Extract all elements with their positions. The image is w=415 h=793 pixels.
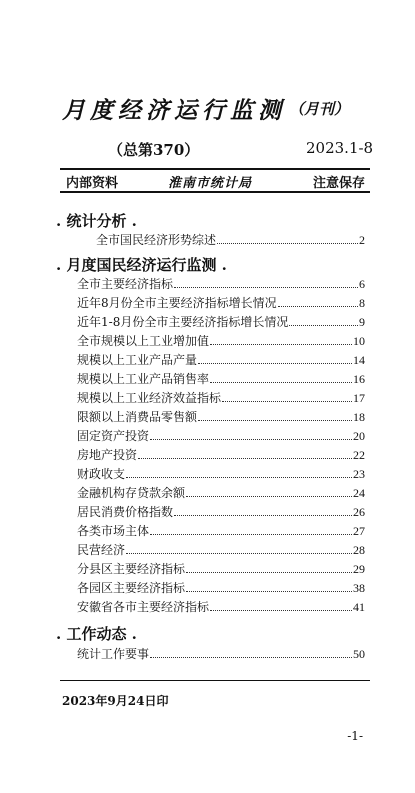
page-number: -1-: [347, 729, 363, 743]
toc-entry-label: 居民消费价格指数: [77, 505, 174, 519]
leader-dots: [217, 243, 358, 244]
toc-entry-label: 各园区主要经济指标: [77, 581, 186, 595]
toc-entry-label: 全市规模以上工业增加值: [77, 334, 210, 348]
toc-entry[interactable]: [77, 352, 365, 369]
leader-dots: [186, 496, 352, 497]
leader-dots: [150, 534, 352, 535]
leader-dots: [210, 610, 352, 611]
toc-entry-page: 27: [353, 524, 365, 538]
publication-frequency: （月刊）: [289, 100, 350, 118]
toc-entry-label: 统计工作要事: [77, 647, 150, 661]
leader-dots: [210, 344, 352, 345]
toc-entry[interactable]: [77, 371, 365, 388]
leader-dots: [186, 572, 352, 573]
toc-entry[interactable]: [77, 295, 365, 312]
internal-material-label: 内部资料: [66, 176, 119, 191]
toc-entry-page: 18: [353, 410, 365, 424]
toc-entry-label: 规模以上工业产品销售率: [77, 372, 210, 386]
leader-dots: [186, 591, 352, 592]
toc-entry[interactable]: [77, 409, 365, 426]
toc-entry-label: 全市主要经济指标: [77, 277, 174, 291]
toc-entry-page: 6: [359, 277, 365, 291]
leader-dots: [138, 458, 352, 459]
toc-entry-page: 28: [353, 543, 365, 557]
toc-entry-label: 近年8月份全市主要经济指标增长情况: [77, 296, 277, 310]
toc-entry-page: 16: [353, 372, 365, 386]
toc-entry[interactable]: [77, 580, 365, 597]
toc-entry[interactable]: [77, 428, 365, 445]
toc-entry-page: 24: [353, 486, 365, 500]
toc-entry-label: 近年1-8月份全市主要经济指标增长情况: [77, 315, 289, 329]
leader-dots: [210, 382, 352, 383]
toc-entry-label: 分县区主要经济指标: [77, 562, 186, 576]
toc-entry[interactable]: [77, 523, 365, 540]
leader-dots: [278, 306, 358, 307]
toc-entry-page: 10: [353, 334, 365, 348]
toc-entry-page: 14: [353, 353, 365, 367]
toc-entry-page: 41: [353, 600, 365, 614]
toc-entry[interactable]: [77, 504, 365, 521]
leader-dots: [222, 401, 352, 402]
toc-entry-label: 全市国民经济形势综述: [96, 233, 217, 247]
toc-entry-page: 22: [353, 448, 365, 462]
leader-dots: [198, 363, 352, 364]
leader-dots: [126, 553, 352, 554]
toc-entry-label: 规模以上工业经济效益指标: [77, 391, 222, 405]
toc-entry-page: 2: [359, 233, 365, 247]
leader-dots: [150, 439, 352, 440]
toc-entry[interactable]: [77, 542, 365, 559]
toc-entry[interactable]: [77, 276, 365, 293]
publisher: 淮南市统计局: [168, 176, 253, 191]
leader-dots: [174, 287, 358, 288]
toc-entry-page: 38: [353, 581, 365, 595]
toc-entry-label: 固定资产投资: [77, 429, 150, 443]
toc-entry[interactable]: [77, 646, 365, 663]
toc-entry-label: 民营经济: [77, 543, 126, 557]
toc-entry-page: 20: [353, 429, 365, 443]
leader-dots: [198, 420, 352, 421]
toc-entry-page: 23: [353, 467, 365, 481]
toc-entry-page: 50: [353, 647, 365, 661]
leader-dots: [289, 325, 358, 326]
toc-entry[interactable]: [77, 314, 365, 331]
toc-entry[interactable]: [77, 390, 365, 407]
toc-entry[interactable]: [77, 599, 365, 616]
toc-entry-page: 9: [359, 315, 365, 329]
leader-dots: [174, 515, 352, 516]
toc-entry-page: 17: [353, 391, 365, 405]
toc-entry-label: 限额以上消费品零售额: [77, 410, 198, 424]
keep-safe-label: 注意保存: [312, 176, 365, 191]
toc-entry[interactable]: [77, 485, 365, 502]
toc-entry[interactable]: [77, 561, 365, 578]
toc-entry[interactable]: [96, 232, 365, 249]
toc-entry-label: 各类市场主体: [77, 524, 150, 538]
leader-dots: [150, 657, 352, 658]
toc-entry[interactable]: [77, 447, 365, 464]
toc-entry-label: 安徽省各市主要经济指标: [77, 600, 210, 614]
toc-entry-page: 26: [353, 505, 365, 519]
toc-entry-label: 财政收支: [77, 467, 126, 481]
toc-entry-page: 29: [353, 562, 365, 576]
toc-entry[interactable]: [77, 466, 365, 483]
toc-entry-label: 房地产投资: [77, 448, 138, 462]
footer-rule: [60, 680, 370, 681]
document-title: 月度经济运行监测: [62, 97, 286, 124]
section-title-monthly-monitoring: . 月度国民经济运行监测 .: [56, 256, 227, 274]
section-title-statistical-analysis: . 统计分析 .: [56, 212, 137, 230]
date-range: 2023.1-8: [306, 139, 374, 157]
toc-entry-page: 8: [359, 296, 365, 310]
section-title-work-updates: . 工作动态 .: [56, 625, 137, 643]
toc-entry-label: 规模以上工业产品产量: [77, 353, 198, 367]
print-date: 2023年9月24日印: [62, 694, 169, 708]
toc-entry[interactable]: [77, 333, 365, 350]
toc-entry-label: 金融机构存贷款余额: [77, 486, 186, 500]
leader-dots: [126, 477, 352, 478]
header-rule-bottom: [60, 191, 370, 193]
issue-number: （总第370）: [108, 141, 200, 159]
header-rule-top: [60, 168, 370, 170]
